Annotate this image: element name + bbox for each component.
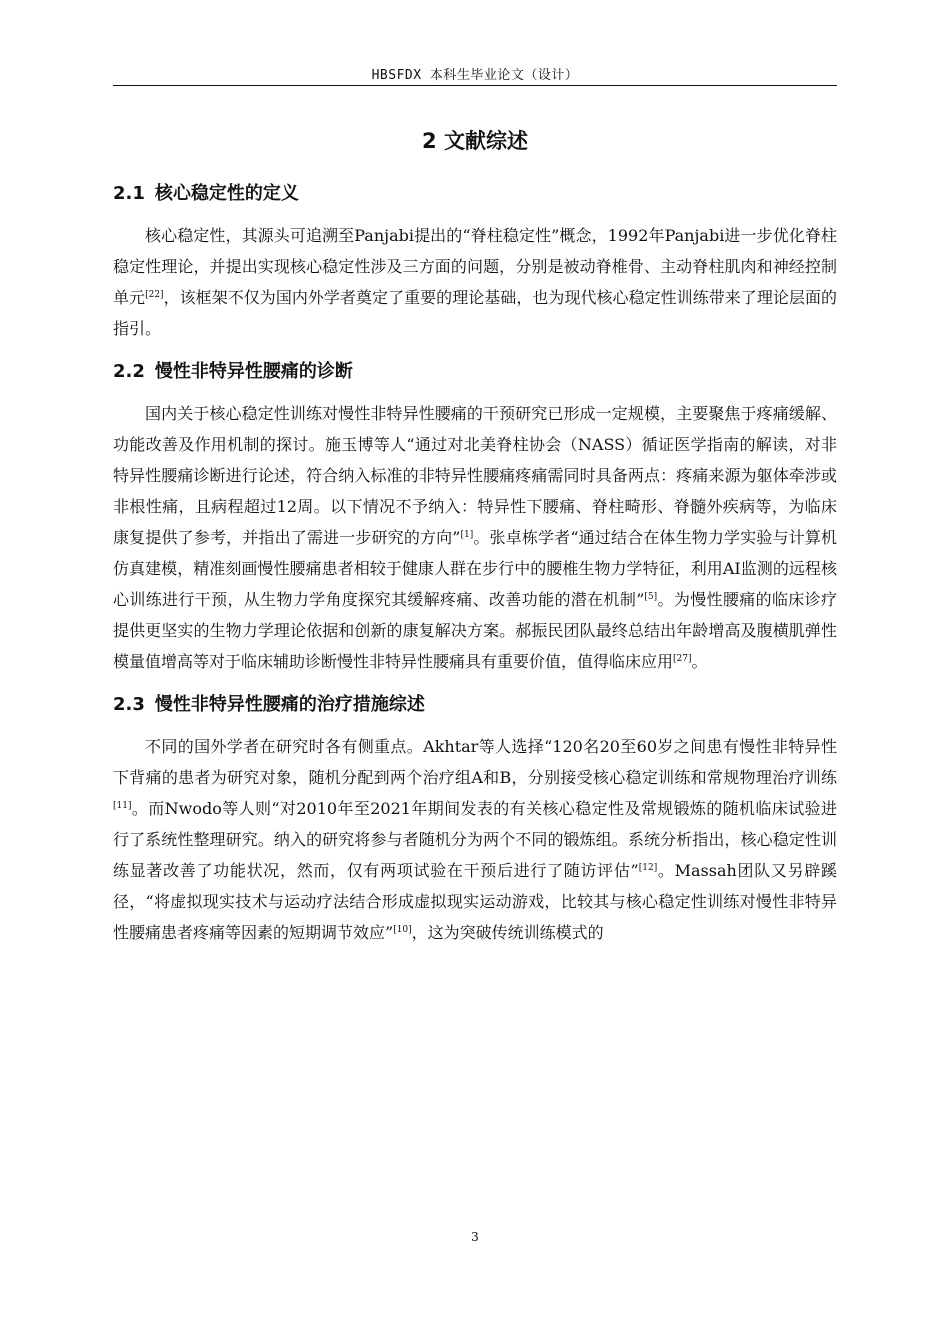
text-run: ，这为突破传统训练模式的	[411, 923, 604, 942]
text-run: 。	[691, 652, 708, 671]
citation-ref: [22]	[145, 290, 164, 300]
text-run: 国内关于核心稳定性训练对慢性非特异性腰痛的干预研究已形成一定规模，主要聚焦于疼痛缓解、功能改善及作用机制的探讨。施玉博等人“通过对北美脊柱协会（NASS）循证医学指南的解读，对非特异性腰痛诊断进行论述，符合纳入标准的非特异性腰痛疼痛需同时具备两点：疼痛来源为躯体牵涉或非根性痛，且病程超过12周。以下情况不予纳入：特异性下腰痛、脊柱畸形、脊髓外疾病等，为临床康复提供了参考，并指出了需进一步研究的方向”	[113, 404, 837, 547]
section-number: 2.2	[113, 361, 145, 382]
text-run: 核心稳定性，其源头可追溯至Panjabi提出的“脊柱稳定性”概念，1992年Panjabi进一步优化脊柱稳定性理论，并提出实现核心稳定性涉及三方面的问题，分别是被动脊椎骨、主动脊柱肌肉和神经控制单元	[113, 226, 837, 307]
section-heading	[113, 354, 837, 390]
header-rule	[113, 85, 837, 86]
page-number: 3	[471, 1230, 479, 1244]
body-paragraph	[113, 731, 837, 948]
body-paragraph	[113, 398, 837, 677]
sections-container	[113, 176, 837, 948]
text-run: 不同的国外学者在研究时各有侧重点。Akhtar等人选择“120名20至60岁之间患有慢性非特异性下背痛的患者为研究对象，随机分配到两个治疗组A和B，分别接受核心稳定训练和常规物理治疗训练	[113, 737, 837, 787]
section-title-text: 慢性非特异性腰痛的治疗措施综述	[154, 694, 425, 715]
text-run: 。Massah团队又另辟蹊径，“将虚拟现实技术与运动疗法结合形成虚拟现实运动游戏，比较其与核心稳定性训练对慢性非特异性腰痛患者疼痛等因素的短期调节效应”	[113, 861, 837, 942]
page-content	[113, 120, 837, 958]
text-run: ，该框架不仅为国内外学者奠定了重要的理论基础，也为现代核心稳定性训练带来了理论层面的指引。	[113, 288, 837, 338]
citation-ref: [1]	[460, 530, 474, 540]
citation-ref: [5]	[644, 592, 658, 602]
section-number: 2.3	[113, 694, 145, 715]
citation-ref: [11]	[113, 801, 132, 811]
section-heading	[113, 687, 837, 723]
text-run: 。张卓栋学者“通过结合在体生物力学实验与计算机仿真建模，精准刻画慢性腰痛患者相较于健康人群在步行中的腰椎生物力学特征，利用AI监测的远程核心训练进行干预，从生物力学角度探究其缓解疼痛、改善功能的潜在机制”	[113, 528, 837, 609]
running-header: HBSFDX 本科生毕业论文（设计）	[371, 68, 579, 83]
chapter-title: 2 文献综述	[422, 129, 528, 153]
section-title-text: 核心稳定性的定义	[154, 183, 299, 204]
body-paragraph	[113, 220, 837, 344]
citation-ref: [27]	[673, 654, 692, 664]
section-title-text: 慢性非特异性腰痛的诊断	[154, 361, 353, 382]
text-run: 。而Nwodo等人则“对2010年至2021年期间发表的有关核心稳定性及常规锻炼的随机临床试验进行了系统性整理研究。纳入的研究将参与者随机分为两个不同的锻炼组。系统分析指出，核心稳定性训练显著改善了功能状况，然而，仅有两项试验在干预后进行了随访评估”	[113, 799, 837, 880]
section-number: 2.1	[113, 183, 145, 204]
section-heading	[113, 176, 837, 212]
citation-ref: [10]	[393, 925, 412, 935]
citation-ref: [12]	[638, 863, 658, 873]
text-run: 。为慢性腰痛的临床诊疗提供更坚实的生物力学理论依据和创新的康复解决方案。郝振民团队最终总结出年龄增高及腹横肌弹性模量值增高等对于临床辅助诊断慢性非特异性腰痛具有重要价值，值得临床应用	[113, 590, 837, 671]
